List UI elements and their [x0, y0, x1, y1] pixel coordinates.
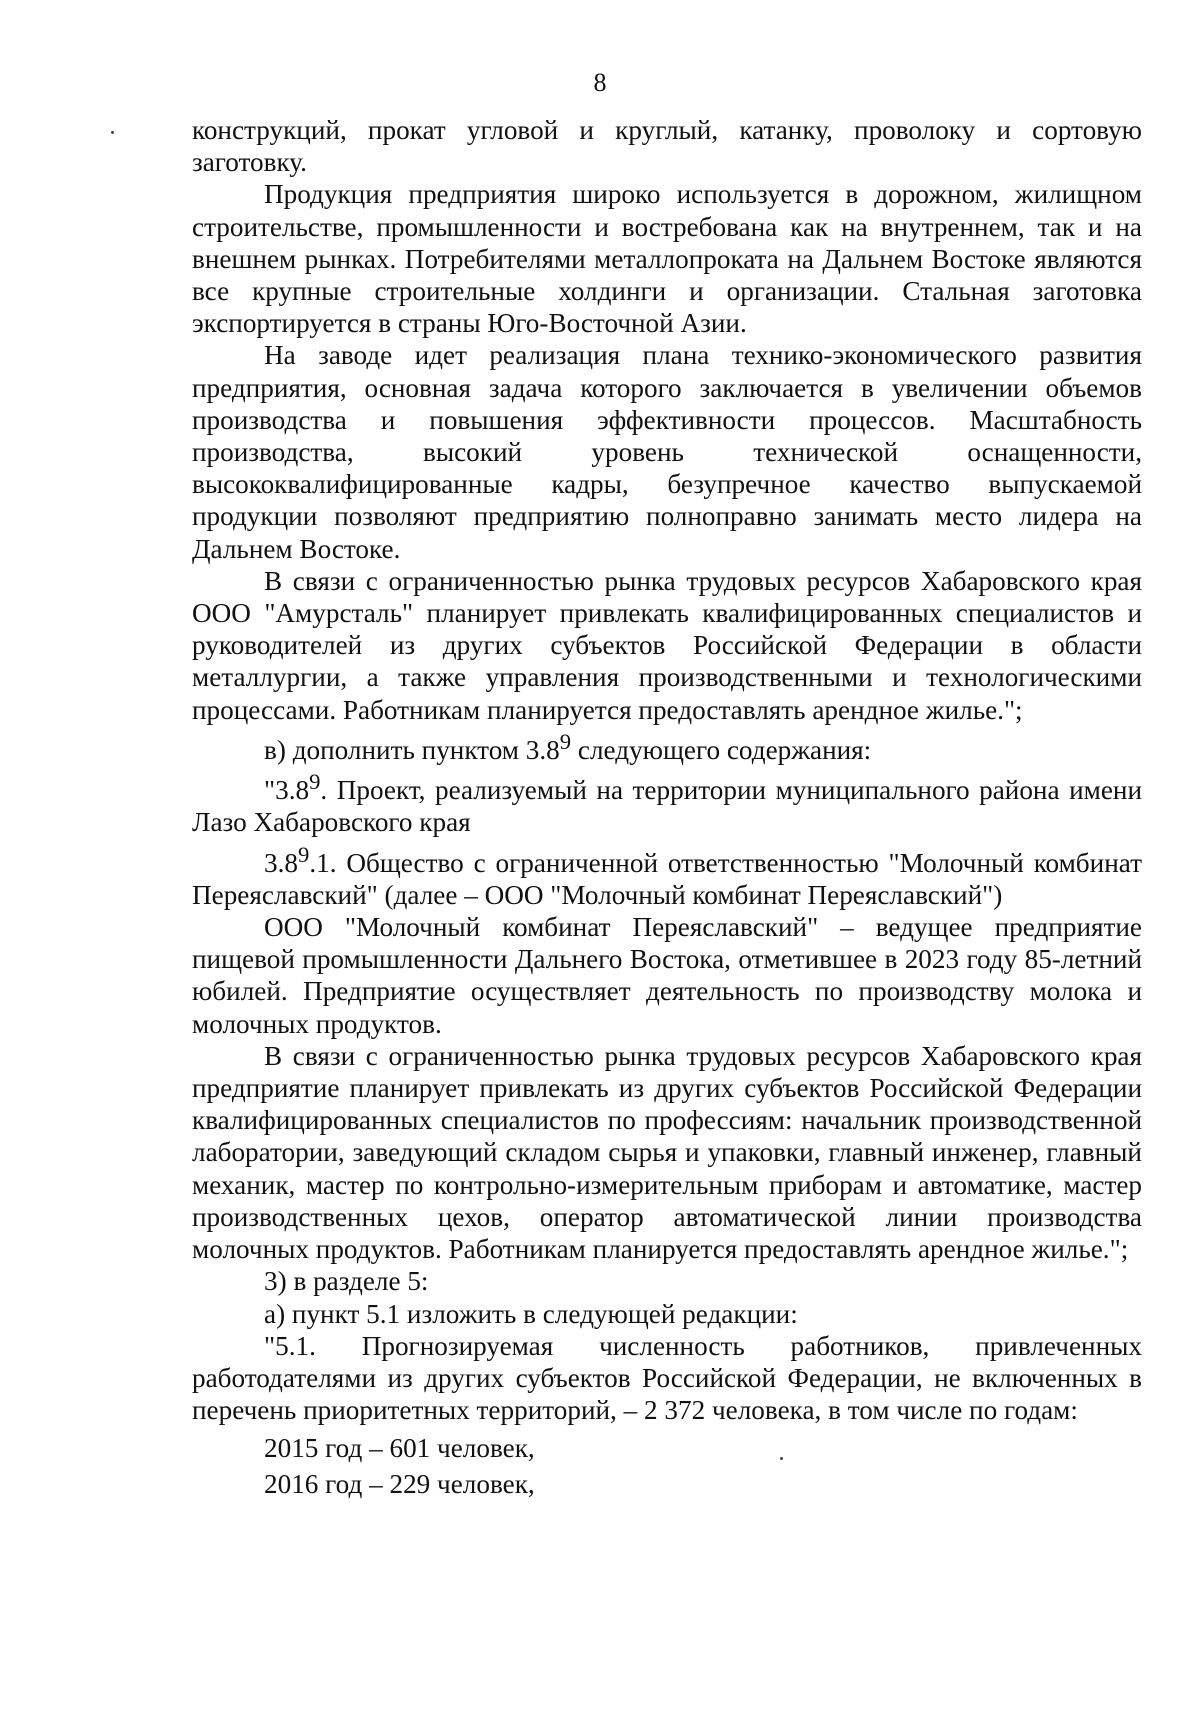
section-5-heading: 3) в разделе 5:	[264, 1266, 429, 1297]
item-text: .1. Общество с ограниченной ответственностью "Молочный комбинат Переяславский" (далее – ООО "Молочный комбинат Переяславский")	[192, 847, 1142, 910]
superscript: 9	[559, 728, 572, 754]
page-number: 8	[593, 68, 607, 97]
item-3-8-9-heading	[192, 766, 1142, 838]
years-list	[192, 1430, 1142, 1502]
list-item: 2016 год – 229 человек,	[264, 1469, 535, 1500]
amendment-v-tail: следующего содержания:	[571, 734, 872, 765]
amendment-v-text: в) дополнить пунктом 3.8	[264, 734, 560, 765]
paragraph-development: На заводе идет реализация плана технико-экономического развития предприятия, основная задача которого заключается в увеличении объемов производства и повышения эффективности процессов. Масштабность производства, высокий уровень технической оснащенности, высококвалифицированные кадры, безупречное качество выпускаемой продукции позволяют предприятию полноправно занимать место лидера на Дальнем Востоке.	[192, 340, 1142, 564]
paragraph-dairy-staffing: В связи с ограниченностью рынка трудовых ресурсов Хабаровского края предприятие планирует привлекать из других субъектов Российской Федерации квалифицированных специалистов по профессиям: начальник производственной лаборатории, заведующий складом сырья и упаковки, главный инженер, главный механик, мастер по контрольно-измерительным приборам и автоматике, мастер производственных цехов, оператор автоматической линии производства молочных продуктов. Работникам планируется предоставлять арендное жилье.";	[192, 1040, 1142, 1265]
amendment-v	[192, 726, 1142, 766]
item-5-1: "5.1. Прогнозируемая численность работников, привлеченных работодателями из других субъектов Российской Федерации, не включенных в перечень приоритетных территорий, – 2 372 человека, в том числе по годам:	[192, 1330, 1142, 1426]
scan-speck	[111, 131, 114, 134]
item-text: . Проект, реализуемый на территории муниципального района имени Лазо Хабаровского края	[192, 775, 1142, 838]
item-3-8-9-1	[192, 839, 1142, 911]
item-number: 3.8	[264, 847, 298, 878]
document-body	[192, 114, 1142, 1502]
paragraph-continuation: конструкций, прокат угловой и круглый, катанку, проволоку и сортовую заготовку.	[192, 115, 1142, 178]
paragraph-amurstal-staffing: В связи с ограниченностью рынка трудовых ресурсов Хабаровского края ООО "Амурсталь" планирует привлекать квалифицированных специалистов и руководителей из других субъектов Российской Федерации в области металлургии, а также управления производственными и технологическими процессами. Работникам планируется предоставлять арендное жилье.";	[192, 565, 1142, 725]
paragraph-products: Продукция предприятия широко используется в дорожном, жилищном строительстве, промышленности и востребована как на внутреннем, так и на внешнем рынках. Потребителями металлопроката на Дальнем Востоке являются все крупные строительные холдинги и организации. Стальная заготовка экспортируется в страны Юго-Восточной Азии.	[192, 179, 1142, 339]
superscript: 9	[297, 841, 310, 867]
superscript: 9	[309, 769, 321, 795]
list-item: 2015 год – 601 человек,	[264, 1433, 535, 1464]
amendment-a: а) пункт 5.1 изложить в следующей редакции:	[264, 1298, 798, 1329]
paragraph-dairy-description: ООО "Молочный комбинат Переяславский" – ведущее предприятие пищевой промышленности Дальнего Востока, отметившее в 2023 году 85-летний юбилей. Предприятие осуществляет деятельность по производству молока и молочных продуктов.	[192, 912, 1142, 1039]
item-number: "3.8	[264, 775, 310, 806]
